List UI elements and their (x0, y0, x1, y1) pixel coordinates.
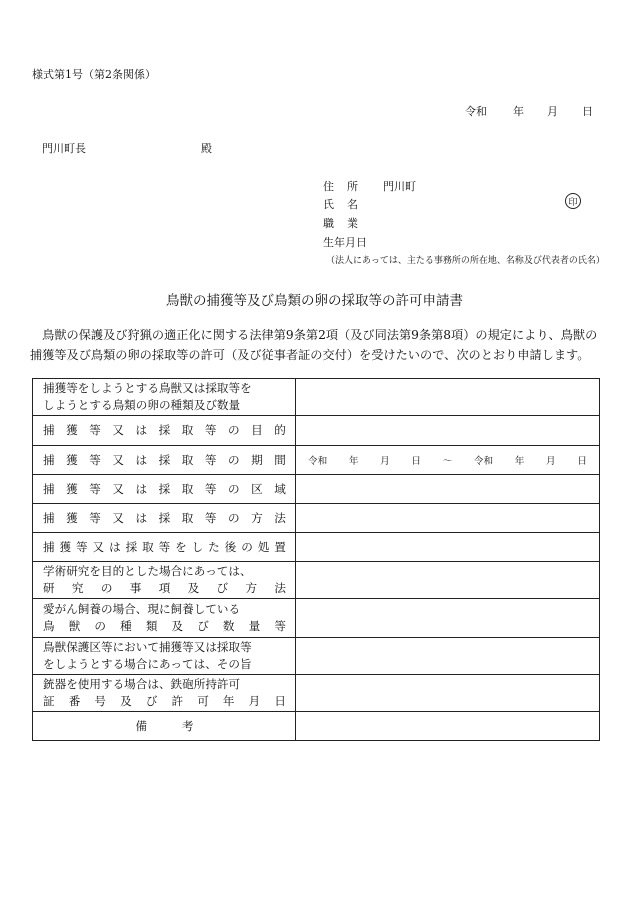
label-char: 又 (112, 510, 124, 525)
label-char: 等 (204, 452, 217, 467)
address-value: 門川町 (383, 180, 416, 193)
remarks-value-cell[interactable] (296, 712, 600, 741)
row-label-line: 捕獲等をしようとする鳥獣又は採取等を (43, 381, 252, 395)
label-char: 的 (274, 423, 286, 437)
label-char: 量 (248, 619, 261, 633)
row-label-line (43, 481, 286, 498)
row-label-line (43, 693, 286, 710)
table-row (33, 504, 600, 533)
birthdate-label: 生年月日 (323, 236, 367, 249)
label-char: は (135, 423, 148, 437)
period-start-month: 月 (380, 456, 390, 467)
label-char: 取 (181, 510, 194, 525)
row-label (33, 675, 296, 712)
occupation-label: 職 業 (323, 217, 359, 230)
label-char: の (94, 619, 107, 633)
document-title: 鳥獣の捕獲等及び鳥類の卵の採取等の許可申請書 (166, 293, 463, 309)
date-day: 日 (582, 105, 593, 118)
label-char: 等 (204, 423, 217, 437)
table-row (33, 416, 600, 446)
label-char: 取 (142, 539, 154, 554)
row-label (33, 416, 296, 446)
label-char: 捕 (43, 423, 55, 437)
date-month: 月 (547, 105, 558, 118)
label-char: 番 (68, 694, 81, 708)
row-value-cell[interactable] (296, 675, 600, 712)
label-char: 等 (204, 481, 217, 496)
label-char: 等 (89, 481, 101, 496)
row-label-line (43, 580, 286, 597)
label-char: の (228, 510, 240, 525)
row-value-cell[interactable] (296, 638, 600, 675)
label-char: 等 (158, 539, 171, 554)
label-char: 証 (43, 694, 55, 708)
label-char: は (109, 539, 121, 554)
label-char: 鳥 (43, 619, 55, 633)
row-label-line (43, 452, 286, 469)
addressee-name: 門川町長 (42, 142, 86, 155)
row-value-cell[interactable] (296, 599, 600, 638)
label-char: 獲 (66, 423, 78, 437)
label-char: び (216, 581, 229, 595)
table-row (33, 599, 600, 638)
period-start-day: 日 (411, 456, 421, 467)
table-row (33, 562, 600, 599)
row-label-line: 学術研究を目的とした場合にあっては、 (43, 564, 252, 578)
table-row (33, 533, 600, 562)
period-value (296, 453, 599, 467)
label-char: 採 (158, 481, 171, 496)
label-char: び (197, 619, 209, 633)
label-char: を (175, 539, 187, 554)
row-value-cell[interactable] (296, 416, 600, 446)
label-char: た (208, 539, 220, 554)
label-char: 法 (274, 510, 286, 525)
label-char: 期 (251, 452, 263, 467)
label-char: 方 (245, 581, 258, 595)
remarks-label (33, 712, 296, 741)
label-char: 域 (274, 481, 286, 496)
row-label (33, 599, 296, 638)
label-char: 取 (181, 452, 194, 467)
label-char: 後 (224, 539, 237, 554)
label-char: の (100, 581, 113, 595)
row-value-cell[interactable] (296, 379, 600, 416)
label-char: 研 (43, 581, 55, 595)
row-value-cell[interactable] (296, 504, 600, 533)
label-char: 捕 (43, 510, 55, 525)
label-char: 及 (120, 694, 132, 708)
label-char: は (135, 481, 148, 496)
row-label-line: 愛がん飼養の場合、現に飼養している (43, 602, 241, 616)
label-char: 置 (274, 539, 286, 554)
label-char: 採 (158, 452, 171, 467)
label-char: 年 (222, 694, 235, 708)
label-char: 日 (274, 694, 286, 708)
label-char: 類 (145, 619, 158, 633)
row-label-line: 備 考 (135, 718, 194, 733)
label-char: 法 (274, 581, 286, 595)
label-char: 及 (187, 581, 200, 595)
name-label: 氏 名 (323, 198, 359, 211)
label-char: 究 (71, 581, 84, 595)
addressee-honorific: 殿 (201, 142, 212, 155)
row-label-line (43, 539, 286, 556)
label-char: 等 (76, 539, 88, 554)
label-char: 獲 (66, 481, 78, 496)
table-row (33, 638, 600, 675)
label-char: の (228, 452, 240, 467)
period-separator: ～ (442, 456, 453, 467)
label-char: は (135, 452, 148, 467)
table-row (33, 712, 600, 741)
table-row (33, 446, 600, 475)
period-end-era: 令和 (473, 456, 494, 467)
label-char: 獣 (68, 619, 81, 633)
period-start-year: 年 (348, 456, 359, 467)
row-label-line: 銃器を使用する場合は、鉄砲所持許可 (43, 677, 241, 691)
label-char: 等 (89, 423, 101, 437)
label-char: 項 (158, 581, 171, 595)
period-end-day: 日 (577, 456, 587, 467)
label-char: の (228, 481, 240, 496)
label-char: 許 (171, 694, 184, 708)
period-end-month: 月 (546, 456, 556, 467)
address-label: 住 所 (323, 180, 359, 193)
date-year: 年 (513, 105, 524, 118)
label-char: 等 (274, 619, 286, 633)
corporate-note: （法人にあっては、主たる事務所の所在地、名称及び代表者の氏名） (326, 256, 605, 266)
label-char: 処 (257, 539, 270, 554)
row-label (33, 562, 296, 599)
label-char: 獲 (66, 452, 78, 467)
row-label (33, 475, 296, 504)
row-value-cell[interactable] (296, 533, 600, 562)
table-row (33, 675, 600, 712)
label-char: 採 (158, 510, 171, 525)
label-char: 及 (171, 619, 184, 633)
label-char: 等 (89, 452, 101, 467)
label-char: 等 (89, 510, 101, 525)
label-char: 獲 (66, 510, 78, 525)
label-char: 間 (274, 452, 286, 467)
label-char: し (191, 539, 204, 554)
row-label-line (43, 422, 286, 439)
period-end-year: 年 (514, 456, 525, 467)
table-row (33, 379, 600, 416)
row-label-line (43, 618, 286, 635)
seal-mark: 印 (565, 193, 581, 209)
label-char: 捕 (43, 539, 55, 554)
label-char: 区 (251, 481, 263, 496)
row-value-cell[interactable] (296, 475, 600, 504)
period-start-era: 令和 (308, 456, 328, 467)
label-char: 数 (222, 619, 235, 633)
label-char: 採 (158, 423, 171, 437)
row-value-cell[interactable] (296, 562, 600, 599)
form-number: 様式第1号（第2条関係） (32, 68, 156, 81)
label-char: 又 (112, 481, 124, 496)
label-char: 採 (125, 539, 138, 554)
label-char: 捕 (43, 452, 55, 467)
row-label (33, 379, 296, 416)
row-label (33, 504, 296, 533)
label-char: 月 (248, 694, 261, 708)
label-char: 号 (94, 694, 107, 708)
row-label (33, 446, 296, 475)
label-char: 又 (112, 452, 124, 467)
table-row (33, 475, 600, 504)
label-char: び (145, 694, 158, 708)
row-label (33, 533, 296, 562)
label-char: 事 (129, 581, 142, 595)
label-char: の (241, 539, 253, 554)
row-label-line: 鳥獣保護区等において捕獲等又は採取等 (43, 640, 252, 654)
label-char: の (228, 423, 240, 437)
label-char: 可 (197, 694, 209, 708)
row-label-line: しようとする鳥類の卵の種類及び数量 (43, 398, 241, 412)
label-char: は (135, 510, 148, 525)
label-char: 等 (204, 510, 217, 525)
row-label (33, 638, 296, 675)
label-char: 種 (120, 619, 132, 633)
row-label-line (43, 510, 286, 527)
period-cell[interactable] (296, 446, 600, 475)
label-char: 取 (181, 481, 194, 496)
label-char: 捕 (43, 481, 55, 496)
label-char: 又 (112, 423, 124, 437)
label-char: 方 (251, 510, 263, 525)
label-char: 又 (92, 539, 105, 554)
label-char: 目 (251, 423, 263, 437)
row-label-line: をしようとする場合にあっては、その旨 (43, 657, 252, 671)
application-table (32, 378, 600, 741)
date-era: 令和 (465, 105, 487, 118)
label-char: 獲 (59, 539, 72, 554)
intro-paragraph: 鳥獣の保護及び狩猟の適正化に関する法律第9条第2項（及び同法第9条第8項）の規定により、鳥獣の捕獲等及び鳥類の卵の採取等の許可（及び従事者証の交付）を受けたいので、次のとおり申請します。 (30, 328, 598, 362)
label-char: 取 (181, 423, 194, 437)
